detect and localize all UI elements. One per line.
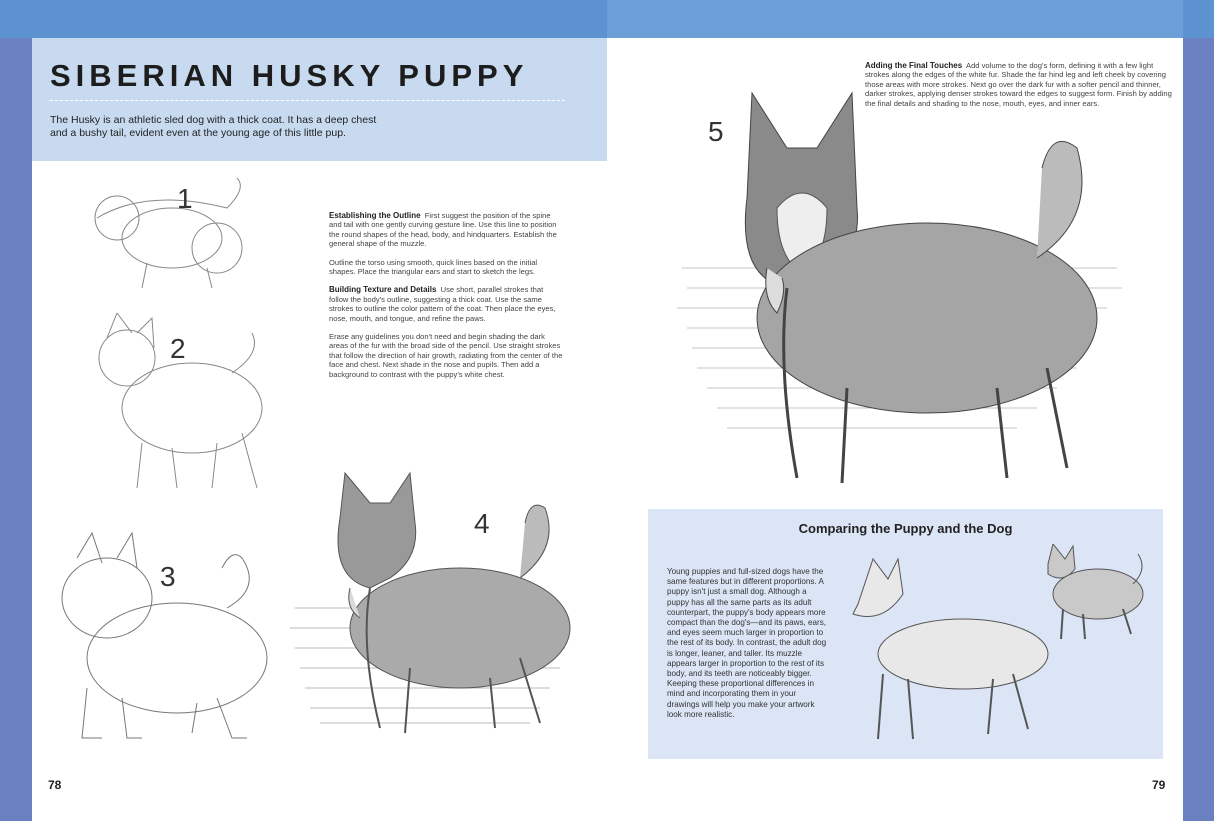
- section-heading: Establishing the Outline: [329, 211, 421, 220]
- comparison-title: Comparing the Puppy and the Dog: [798, 521, 1013, 536]
- section-text: Erase any guidelines you don't need and begin shading the dark areas of the fur with the broad side of the pencil. Use straight strokes that follow the direction of hair growth, radiating from the center of the face and chest. Next shade in the nose and pupils. Then add a background to contrast with the puppy's white chest.: [329, 332, 563, 379]
- section-text: Add volume to the dog's form, defining it with a few light strokes along the edges of the white fur. Shade the far hind leg and left cheek by covering those areas with more strokes. Next go over the dark fur with a softer pencil and thinner, darker strokes, applying denser strokes toward the edges to suggest form. Finish by adding the final details and shading to the nose, mouth, eyes, and inner ears.: [865, 61, 1172, 108]
- page-title: SIBERIAN HUSKY PUPPY: [50, 58, 529, 93]
- step-number: 5: [708, 116, 724, 147]
- section-heading: Building Texture and Details: [329, 285, 437, 295]
- instructions-text: [329, 211, 564, 388]
- puppy-sketch: [1043, 544, 1148, 644]
- intro-text: The Husky is an athletic sled dog with a thick coat. It has a deep chest and a bushy tail, evident even at the young age of this little pup.: [50, 114, 377, 139]
- step-number: 1: [177, 183, 193, 214]
- step-number: 3: [160, 561, 176, 592]
- comparison-box: [648, 509, 1163, 759]
- page-number: 79: [1152, 778, 1166, 792]
- divider: [50, 100, 565, 101]
- title-box: [32, 38, 607, 161]
- top-band: [0, 0, 1214, 38]
- sketch-step-4: [290, 468, 580, 748]
- section-text: Outline the torso using smooth, quick lines based on the initial shapes. Place the triangular ears and start to sketch the legs.: [329, 257, 538, 277]
- step-number: 4: [474, 508, 490, 539]
- adult-dog-sketch: [843, 554, 1058, 744]
- section-text: First suggest the position of the spine and tail with one gently curving gesture line. Use this line to position the round shapes of the head, body, and hindquarters. Establish the general shape of the muzzle.: [329, 211, 557, 249]
- right-page: [607, 38, 1183, 821]
- comparison-text: Young puppies and full-sized dogs have the same features but in different proportions. A puppy isn't just a small dog. Although a puppy has all the same parts as its adult counterpart, the puppy's body appears more compact than the dog's—and its paws, ears, and eyes seem much larger in proportion to the rest of its body. In contrast, the adult dog is longer, leaner, and taller. Its muzzle appears larger in proportion to the rest of its body, and its teeth are noticeably bigger. Keeping these proportional differences in mind and incorporating them in your drawings will help you make your artwork look more realistic.: [667, 567, 827, 719]
- left-page: [32, 38, 607, 821]
- section-text: Use short, parallel strokes that follow the body's outline, suggesting a thick coat. Use the same strokes to outline the color pattern of the coat. Then place the eyes, nose, mouth, and tongue, and refine the paws.: [329, 285, 556, 323]
- page-number: 78: [48, 778, 62, 792]
- sketch-step-1: [87, 178, 247, 298]
- sketch-step-5: [677, 88, 1127, 508]
- step-number: 2: [170, 333, 186, 364]
- section-heading: Adding the Final Touches: [865, 61, 963, 70]
